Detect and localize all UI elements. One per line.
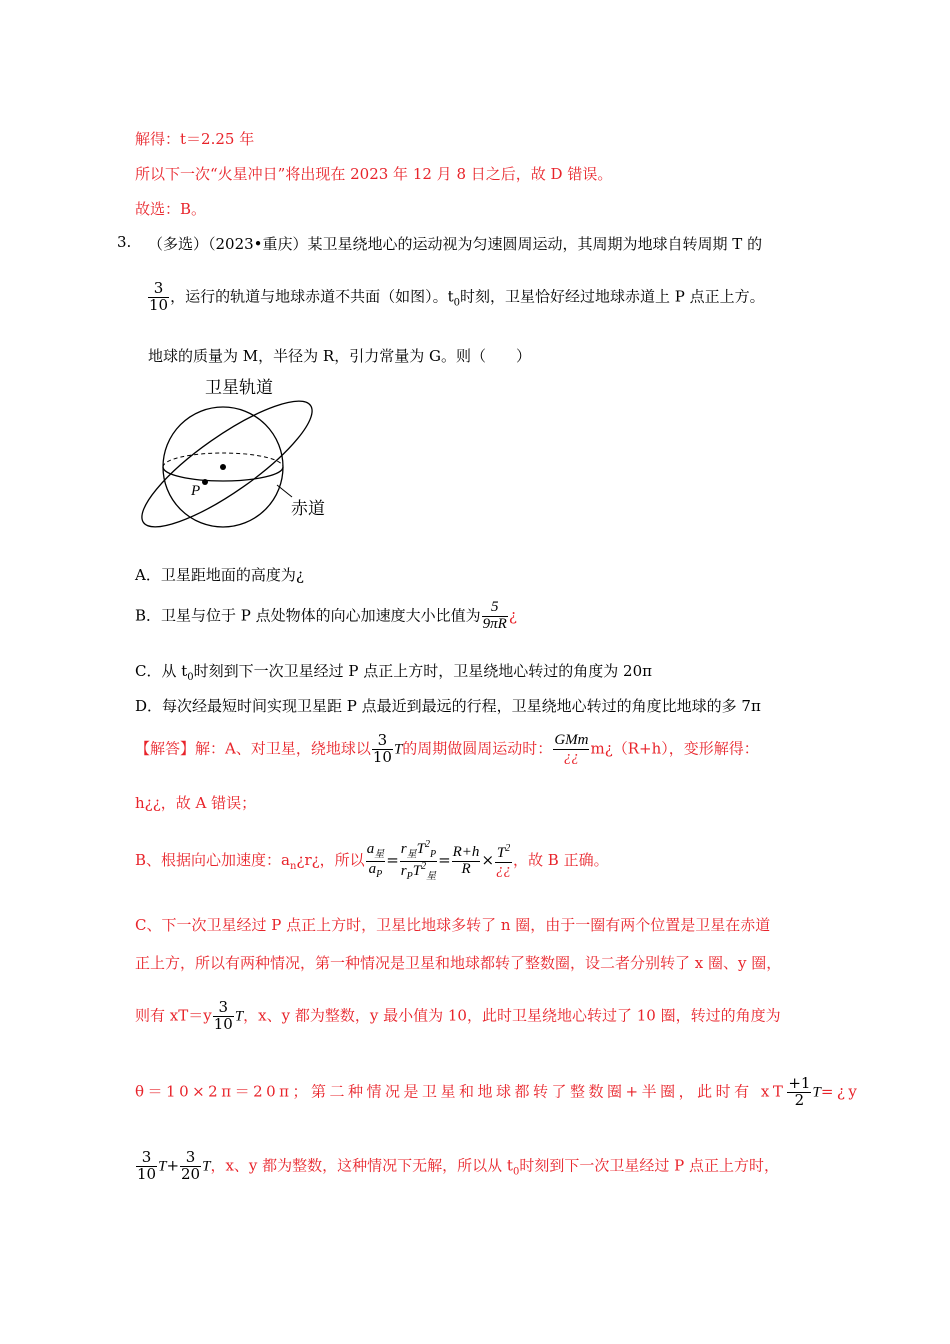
option-d: D．每次经最短时间实现卫星距 P 点最近到最远的行程，卫星绕地心转过的角度比地球的多 7π <box>135 697 761 715</box>
answer-line-c2: 正上方，所以有两种情况，第一种情况是卫星和地球都转了整数圈，设二者分别转了 x 圈、y 圈， <box>135 954 782 972</box>
answer-line-a1: 【解答】解：A、对卫星，绕地球以 $\frac{3}{10}$ T的周期做圆周运动时： $\frac{\text{GMm}}{¿¿}$ m¿（R+h），变形解得： <box>135 731 759 766</box>
answer-line-c1: C、下一次卫星经过 P 点正上方时，卫星比地球多转了 n 圈，由于一圈有两个位置是卫星在赤道 <box>135 916 771 934</box>
fraction-5-over-9piR: $\frac{5}{9\pi R}$ <box>482 599 507 632</box>
fraction-three-tenths: $\frac{3}{10}$ <box>149 279 169 314</box>
answer-line-c5: $\frac{3}{10}$ T+ $\frac{3}{20}$ T，x、y 都为整数，这种情况下无解，所以从 $t_0$时刻到下一次卫星经过 P 点正上方时， <box>137 1148 779 1183</box>
equator-label: 赤道 <box>291 499 325 519</box>
prev-solution-line-1: 解得：t＝2.25 年 <box>135 130 255 148</box>
answer-line-c4: θ＝10×2π＝20π；第二种情况是卫星和地球都转了整数圈+半圈，此时有 xT $\frac{+1}{2}$ T=¿y <box>135 1074 861 1109</box>
answer-line-b: B、根据向心加速度：$a_n¿r¿$，所以 $\frac{a_星}{a_P}$ = $\frac{r_星T^2_P}{r_PT^2_星}$ = $\frac{R+h}{R}$ × $\frac{T^2}{¿¿}$ ，故 B 正确。 <box>135 839 609 882</box>
point-p-dot <box>202 479 208 485</box>
orbit-label: 卫星轨道 <box>205 378 273 398</box>
answer-line-c3: 则有 xT＝y $\frac{3}{10}$ T，x、y 都为整数，y 最小值为 10，此时卫星绕地心转过了 10 圈，转过的角度为 <box>135 998 781 1033</box>
answer-tag: 【解答】 <box>135 739 196 758</box>
question-stem-line-2: $\frac{3}{10}$ ，运行的轨道与地球赤道不共面（如图）。$t_0$时刻，卫星恰好经过地球赤道上 P 点正上方。 <box>149 279 765 314</box>
option-a: A．卫星距地面的高度为¿ <box>135 566 304 584</box>
question-stem-line-3: 地球的质量为 M，半径为 R，引力常量为 G。则（ ） <box>148 347 531 365</box>
earth-center-dot <box>220 464 226 470</box>
question-number: 3. <box>117 233 132 251</box>
option-c: C．从 $t_0$时刻到下一次卫星经过 P 点正上方时，卫星绕地心转过的角度为 20π <box>135 662 653 683</box>
prev-solution-line-2: 所以下一次“火星冲日”将出现在 2023 年 12 月 8 日之后，故 D 错误。 <box>135 165 613 183</box>
equator-pointer-line <box>277 485 292 497</box>
prev-solution-line-3: 故选：B。 <box>135 200 207 218</box>
answer-line-a2: h¿¿，故 A 错误； <box>135 794 257 812</box>
point-p-label: P <box>191 483 201 499</box>
option-b: B．卫星与位于 P 点处物体的向心加速度大小比值为 $\frac{5}{9\pi R}$ ¿ <box>135 599 517 632</box>
question-stem-line-1: （多选）（2023•重庆）某卫星绕地心的运动视为匀速圆周运动，其周期为地球自转周期 T 的 <box>148 235 763 253</box>
